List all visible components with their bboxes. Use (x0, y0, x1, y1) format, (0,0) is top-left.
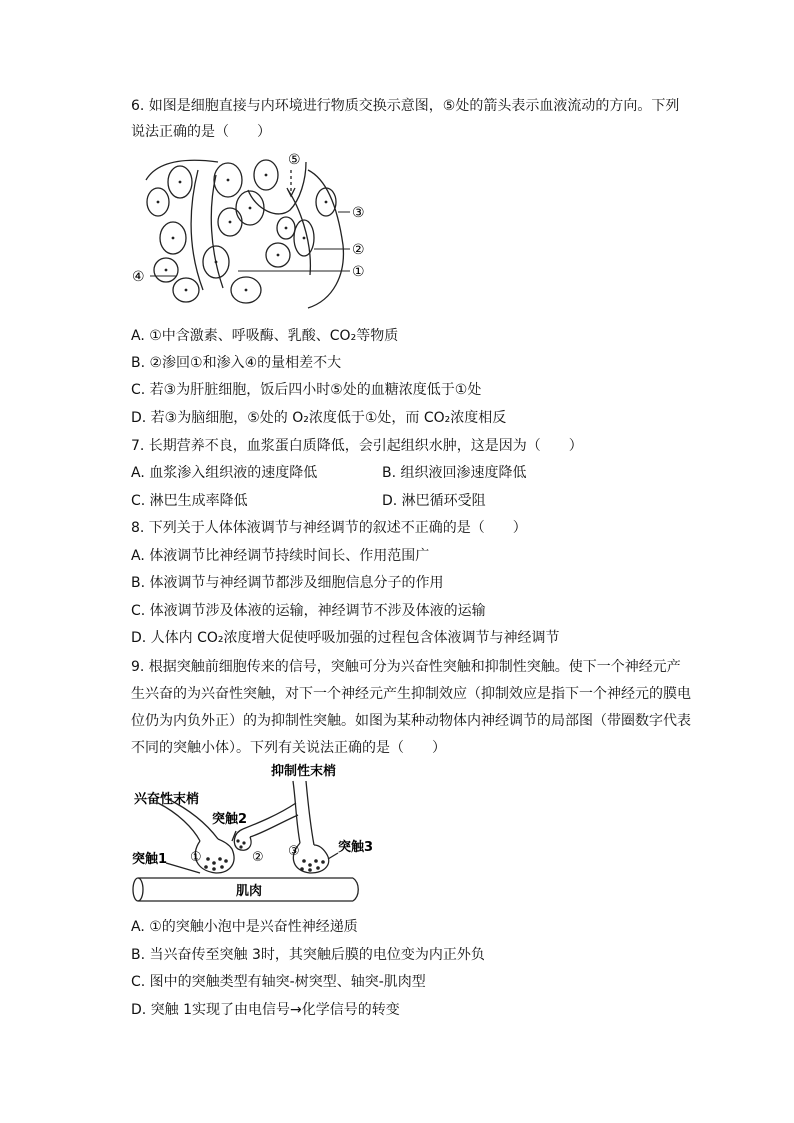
q9-stem-line3: 位仍为内负外正）的为抑制性突触。如图为某种动物体内神经调节的局部图（带圈数字代表 (131, 713, 691, 729)
q8-option-d: D. 人体内 CO₂浓度增大促使呼吸加强的过程包含体液调节与神经调节 (131, 630, 560, 646)
q8-option-a: A. 体液调节比神经调节持续时间长、作用范围广 (131, 548, 430, 564)
q6-stem-line1: 6. 如图是细胞直接与内环境进行物质交换示意图，⑤处的箭头表示血液流动的方向。下列 (131, 98, 680, 114)
q9-label-c2: ② (252, 850, 264, 865)
q7-option-a: A. 血浆渗入组织液的速度降低 (131, 465, 318, 481)
q9-label-synapse2: 突触2 (212, 812, 248, 827)
q6-label-4: ④ (132, 269, 145, 285)
q9-label-muscle: 肌肉 (236, 884, 263, 899)
q9-stem-line2: 生兴奋的为兴奋性突触，对下一个神经元产生抑制效应（抑制效应是指下一个神经元的膜电 (131, 686, 691, 702)
q6-label-1: ① (352, 264, 365, 280)
q9-synapse-figure (128, 763, 374, 908)
q7-option-c: C. 淋巴生成率降低 (131, 493, 248, 509)
q9-label-synapse3: 突触3 (338, 840, 374, 855)
q7-option-b: B. 组织液回渗速度降低 (382, 465, 527, 481)
q6-label-3: ③ (352, 205, 365, 221)
q6-label-2: ② (352, 242, 365, 258)
q8-option-b: B. 体液调节与神经调节都涉及细胞信息分子的作用 (131, 575, 444, 591)
q6-stem-line2: 说法正确的是（ ） (131, 124, 271, 140)
q6-cell-exchange-figure (128, 150, 378, 315)
q9-option-a: A. ①的突触小泡中是兴奋性神经递质 (131, 919, 358, 935)
q9-stem-line1: 9. 根据突触前细胞传来的信号，突触可分为兴奋性突触和抑制性突触。使下一个神经元产 (131, 659, 681, 675)
q9-option-b: B. 当兴奋传至突触 3时，其突触后膜的电位变为内正外负 (131, 947, 485, 963)
q7-option-d: D. 淋巴循环受阻 (382, 493, 486, 509)
q9-label-excitatory: 兴奋性末梢 (134, 792, 200, 807)
q8-stem: 8. 下列关于人体体液调节与神经调节的叙述不正确的是（ ） (131, 520, 527, 536)
q9-label-c1: ① (190, 850, 202, 865)
q6-option-d: D. 若③为脑细胞，⑤处的 O₂浓度低于①处，而 CO₂浓度相反 (131, 410, 507, 426)
q9-option-d: D. 突触 1实现了由电信号→化学信号的转变 (131, 1002, 400, 1018)
q9-stem-line4: 不同的突触小体）。下列有关说法正确的是（ ） (131, 740, 446, 756)
q7-stem: 7. 长期营养不良，血浆蛋白质降低，会引起组织水肿，这是因为（ ） (131, 438, 583, 454)
q6-option-c: C. 若③为肝脏细胞，饭后四小时⑤处的血糖浓度低于①处 (131, 382, 482, 398)
q6-label-5: ⑤ (288, 152, 301, 168)
q8-option-c: C. 体液调节涉及体液的运输，神经调节不涉及体液的运输 (131, 603, 486, 619)
q9-label-inhibitory: 抑制性末梢 (271, 764, 337, 779)
q9-option-c: C. 图中的突触类型有轴突-树突型、轴突-肌肉型 (131, 974, 426, 990)
q9-label-synapse1: 突触1 (132, 852, 168, 867)
q6-option-a: A. ①中含激素、呼吸酶、乳酸、CO₂等物质 (131, 328, 399, 344)
q9-label-c3: ③ (288, 844, 300, 859)
q6-option-b: B. ②渗回①和渗入④的量相差不大 (131, 355, 342, 371)
